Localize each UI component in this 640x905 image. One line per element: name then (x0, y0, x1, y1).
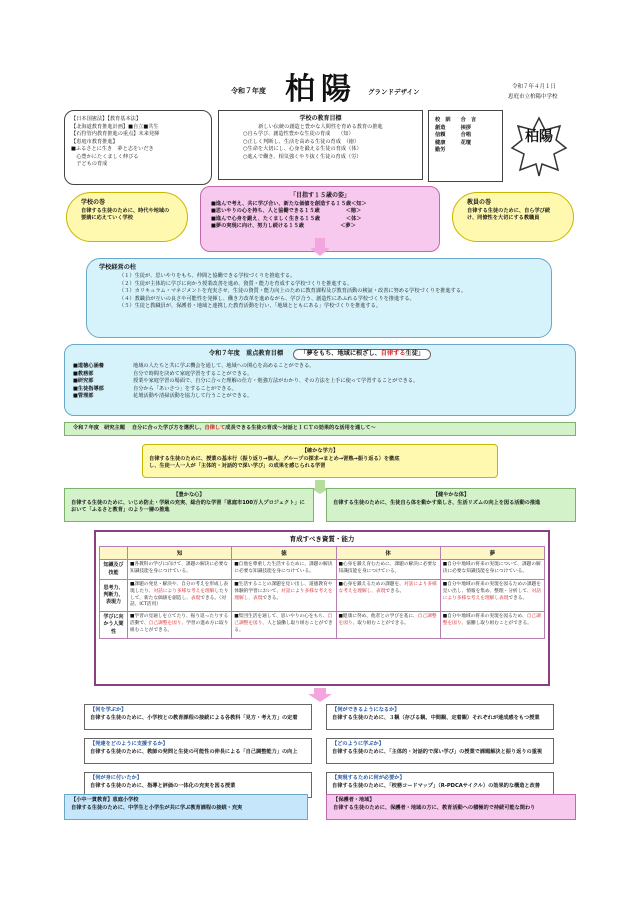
motto-item: 花壇 (460, 139, 471, 146)
competency-row (100, 560, 545, 580)
bottom-box (84, 738, 312, 764)
motto-item: 勤労 (435, 147, 446, 154)
bottom-box-title: 【何ができるようになるか】 (332, 707, 400, 713)
competency-col-header: 体 (336, 547, 440, 560)
competency-text: ■健康に努め、他者との学びを基に、 (338, 614, 418, 620)
motto-item: 合 言 (460, 117, 477, 123)
heart-title: 【豊かな心】 (173, 492, 205, 498)
school-wish-body: 自律する生徒のために、時代や地域の要請に応えていく学校 (81, 207, 170, 222)
focus-row-key: ■教務部 (73, 370, 94, 377)
focus-row-value: 花壇活動や清掃活動を協力して行うことができる。 (133, 393, 253, 400)
competency-text: できる。 (508, 595, 528, 601)
competency-cell (336, 560, 440, 580)
research-label: 令和７年度 研究主題 (73, 425, 125, 431)
pillar-item: （４）教職員が互いの良さや可能性を発揮し、働き方改革を進めながら、学び合う、創造性にあふれる学校づくりを推進する。 (119, 295, 415, 302)
laws-line: 【北海道教育推進計画】■自立■共生 (71, 123, 159, 130)
competency-cell (128, 612, 232, 639)
school-goal-item: ○正しく判断し、生活を高める生徒の育成 （徳） (243, 138, 360, 145)
research-text-c: 成長できる生徒の育成～対話とＩＣＴの効果的な活用を通して～ (225, 425, 376, 431)
competency-cell (440, 579, 544, 611)
competency-text: ■自分や地域の将来の実現を図るための課題を見い出し、情報を集め、整理・分析して、 (442, 581, 541, 594)
research-text-b: 自律して (204, 425, 226, 431)
laws-line: ■ふるさとに生き 夢と志をいだき (71, 146, 154, 153)
aim15-item: ■思いやりの心を持ち、人と協働できる１５歳 ＜徳＞ (211, 208, 362, 215)
teacher-wish-title: 教員の巻 (467, 199, 492, 206)
bottom-box-title: 【実現するために何が必要か】 (332, 775, 405, 781)
bottom-box-body: 自律する生徒のために、小学校との教育課程の接続による各教科「見方・考え方」の定着 (90, 714, 298, 721)
competency-box (94, 530, 550, 686)
bottom-box-title: 【何が身に付いたか】 (90, 775, 142, 781)
school-logo-text: 柏陽 (285, 72, 357, 107)
school-goal-title: 学校の教育目標 (299, 115, 342, 122)
bottom-box (84, 704, 312, 730)
motto-item: 健康 (435, 139, 446, 146)
competency-text: ■集団生活を通して、思いやりの心をもち、 (234, 614, 328, 620)
competency-cell (336, 612, 440, 639)
motto-item: 校 訓 (435, 117, 451, 123)
competency-corner (100, 547, 128, 560)
laws-line: 心豊かにたくましく伸びる (71, 153, 139, 160)
competency-text: 、協働し取り組むことができる。 (461, 620, 532, 626)
competency-text: ■自他を尊重した生活するために、課題の解決に必要な知識技能を身につけている。 (234, 562, 333, 575)
competency-text: ■心身を鍛えるための課題を、 (338, 581, 404, 587)
academic-line: し、生徒一人一人が「主体的・対話的で深い学び」の成果を感じられる学習 (149, 463, 326, 470)
bottom-box (326, 738, 554, 764)
bottom-box (326, 704, 554, 730)
focus-row-value: 授業や家庭学習の場面で、自分に合った理解の仕方・勉強方法がわかり、その方法を上手に使って学習することができる。 (133, 378, 419, 385)
competency-highlight: 対話により多様な考えを理解 (153, 588, 215, 594)
competency-highlight: 対話により多様な考えを理解し、表現 (338, 581, 437, 594)
competency-highlight: 対話により多様な考えを理解し、表現 (234, 588, 333, 601)
bottom-box-body: 自律する生徒のために、３観（存びる観、中間観、定着観）それぞれが達成感をもつ授業 (332, 714, 540, 721)
laws-line: 【石狩管内教育推進の重点】未来発揮 (71, 131, 160, 138)
competency-row-header: 学びに向かう人間性 (100, 612, 128, 639)
competency-highlight: 自己調整を図り (338, 614, 437, 626)
competency-col-header: 知 (128, 547, 232, 560)
competency-highlight: 自己調整を図り (442, 614, 541, 626)
competency-text: ■生活することの課題を見い出し、道徳教育や体験的学習において、 (234, 581, 333, 594)
competency-text: したりして、新たな価値を創造し、 (130, 588, 229, 601)
competency-col-header: 徳 (232, 547, 336, 560)
grand-design-label: グランドデザイン (368, 88, 420, 96)
motto-item: 信頼 (435, 132, 446, 139)
competency-text: ■各教科の学びに向けて、課題の解決に必要な知識技能を身につけている。 (130, 562, 229, 575)
school-goal-item: ○生命を大切にし、心身を鍛える生徒の育成（体） (243, 146, 362, 153)
aim15-title: 「目指す１５歳の姿」 (289, 192, 350, 199)
competency-text: できる。 (262, 595, 282, 601)
competency-text: ■心身を鍛え育むために、課題の解決に必要な知識技能を身につけている。 (338, 562, 437, 575)
competency-text: ■自分や地域の将来の実現について、課題の解決に必要な知識技能を身につけている。 (442, 562, 541, 575)
competency-cell (440, 560, 544, 580)
focus-slogan-a: 「夢をもち、地域に根ざし、 (300, 350, 381, 357)
competency-highlight: 自己調整を図り (148, 620, 182, 626)
bottom-box-body: 自律する生徒のために、「校務コードマップ」（R-PDCAサイクル）の効果的な構造と改善 (332, 782, 540, 789)
competency-row (100, 579, 545, 611)
competency-col-header: 夢 (440, 547, 544, 560)
bottom-box-title: 【何を学ぶか】 (90, 707, 127, 713)
focus-row-value: 自分で時間を決めて家庭学習をすることができる。 (133, 370, 253, 377)
competency-text: ■学習の見通しを立てたり、振り返ったりする活動で、 (130, 614, 229, 626)
competency-text: できる。（対話、ICT活用） (130, 595, 227, 608)
health-box (326, 488, 576, 522)
competency-row-header: 思考力、判断力、表現力 (100, 579, 128, 611)
competency-text: 、人と協働し取り組むことができる。 (234, 620, 333, 633)
focus-row-key: ■研究部 (73, 378, 94, 385)
pillars-title: 学校経営の柱 (99, 264, 137, 271)
footer-left (64, 794, 308, 820)
competency-text: ■課題の発見・解決や、自分の考えを形成し表現したり、 (130, 581, 229, 594)
footer-left-title: 【小中一貫教育】恵庭小学校 (71, 797, 139, 803)
laws-line: 【恵庭市教育推進】 (71, 138, 118, 145)
focus-row-value: 地域の人たちと共に学ぶ機会を通して、地域への関心を高めることができる。 (133, 362, 315, 369)
competency-text: できる。 (385, 588, 405, 594)
school-goal-lead: 新しい伝統の創造と豊かな人間性を育める教育の推進 (258, 123, 383, 130)
competency-cell (440, 612, 544, 639)
pillar-item: （３）カリキュラム・マネジメントを充実させ、生徒の資質・能力向上のために教育課程及び教育活動の検証・改善に努める学校づくりを推進する。 (119, 288, 467, 295)
motto-item: 挨拶 (460, 124, 471, 131)
competency-text: 、取り組むことができる。 (352, 620, 409, 626)
footer-right-title: 【保護者・地域】 (333, 797, 375, 803)
competency-row (100, 612, 545, 639)
school-goal-item: ○自ら学び、創造性豊かな生徒の育成 （知） (243, 131, 354, 138)
motto-item: 創造 (435, 124, 446, 131)
focus-slogan-c: 生徒」 (405, 350, 425, 357)
bottom-right-column (326, 704, 554, 806)
laws-line: 子どもの育成 (71, 161, 108, 168)
pillar-item: （５）生徒と教職員が、保護者・地域と連携した教育活動を行い、「地域とともにある」学校づくりを推進する。 (119, 303, 381, 310)
teacher-wish-body: 自律する生徒のために、自ら学び続け、同僚性を大切にする教職員 (467, 207, 551, 222)
crest-text: 柏陽 (525, 129, 553, 145)
focus-row-value: 自分から「あいさつ」をすることができる。 (133, 385, 237, 392)
heart-body: 自律する生徒のために、いじめ防止・学級の充実、総合的な学習「恵庭市100万人プロジェクト」において「ふるさと教育」のより一層の推進 (71, 499, 305, 514)
bottom-box-title: 【どのように学ぶか】 (332, 741, 384, 747)
competency-cell (232, 612, 336, 639)
header-school: 恵庭市立柏陽中学校 (508, 94, 558, 100)
competency-title: 育成すべき資質・能力 (289, 535, 355, 543)
research-text-a: 自分に合った学び方を選択し、 (131, 425, 205, 431)
bottom-box-title: 【発達をどのように支援するか】 (90, 741, 168, 747)
focus-row-key: ■道徳心涵養 (73, 362, 104, 369)
footer-right-body: 自律する生徒のために、保護者・地域の方に、教育活動への積極的で持続可能な関わり (333, 804, 536, 811)
pillar-item: （１）生徒が、思いやりをもち、仲間と協働できる学校づくりを推進する。 (119, 272, 296, 279)
heart-box (64, 488, 314, 522)
year-title: 令和７年度 (231, 87, 266, 95)
academic-title: 【確かな学力】 (301, 448, 339, 454)
focus-row-key: ■管理部 (73, 393, 94, 400)
competency-highlight: 対話により多様な考えを理解し表現 (442, 588, 541, 601)
competency-cell (232, 579, 336, 611)
aim15-item: ■進んで考え、共に学び合い、新たな価値を創造する１５歳＜知＞ (211, 200, 367, 207)
competency-cell (128, 560, 232, 580)
competency-row-header: 知識及び技能 (100, 560, 128, 580)
competency-table (99, 546, 545, 639)
focus-row-key: ■生徒指導部 (73, 385, 104, 392)
competency-text: ■自分や地域の将来の実現を図るため、 (442, 614, 527, 620)
academic-line: 自律する生徒のために、授業の基本行（振り返り→個人、グループの探求→まとめ→習熟→振り返る）を徹底 (149, 455, 400, 462)
health-title: 【健やかな体】 (432, 492, 470, 498)
pillar-item: （２）生徒が主体的に学びに向かう授業改善を進め、資質・能力を育成する学校づくりを推進する。 (119, 280, 353, 287)
bottom-left-column (84, 704, 312, 806)
header-date: 令和７年４月１日 (512, 84, 557, 90)
competency-cell (128, 579, 232, 611)
health-body: 自律する生徒のために、生徒自ら体を動かす楽しさ、生活リズムの向上を図る活動の推進 (333, 499, 541, 506)
school-wish-title: 学校の巻 (81, 199, 106, 206)
school-goal-item: ○進んで働き、相気強くやり抜く生徒の育成（労） (243, 153, 362, 160)
footer-right (326, 794, 576, 820)
competency-cell (232, 560, 336, 580)
bottom-box-body: 自律する生徒のために、「主体的・対話的で深い学び」の授業で課題解決と振り返りの重視 (332, 748, 543, 755)
aim15-item: ■進んで心身を鍛え、たくましく生きる１５歳 ＜体＞ (211, 215, 362, 222)
laws-line: 【日本国憲法】【教育基本法】 (71, 116, 142, 122)
focus-slogan-b: 自律する (380, 350, 406, 357)
competency-highlight: 表現 (190, 595, 201, 601)
aim15-item: ■夢の実現に向け、努力し続ける１５歳 ＜夢＞ (211, 223, 356, 230)
motto-item: 合唱 (460, 132, 471, 139)
focus-year: 令和７年度 重点教育目標 (208, 350, 284, 357)
footer-left-body: 自律する生徒のために、中学生と小学生が共に学ぶ教育課程の接続・充実 (71, 804, 243, 811)
competency-text: 、学習の進め方に取り組むことができる。 (130, 620, 229, 633)
bottom-box-body: 自律する生徒のために、教師の発問と生徒の可能性の伸長による「自己調整能力」の向上 (90, 748, 298, 755)
competency-highlight: 自己調整を図り (234, 614, 333, 626)
competency-cell (336, 579, 440, 611)
bottom-box-body: 自律する生徒のために、指導と評価の一体化の充実を図る授業 (90, 782, 236, 789)
